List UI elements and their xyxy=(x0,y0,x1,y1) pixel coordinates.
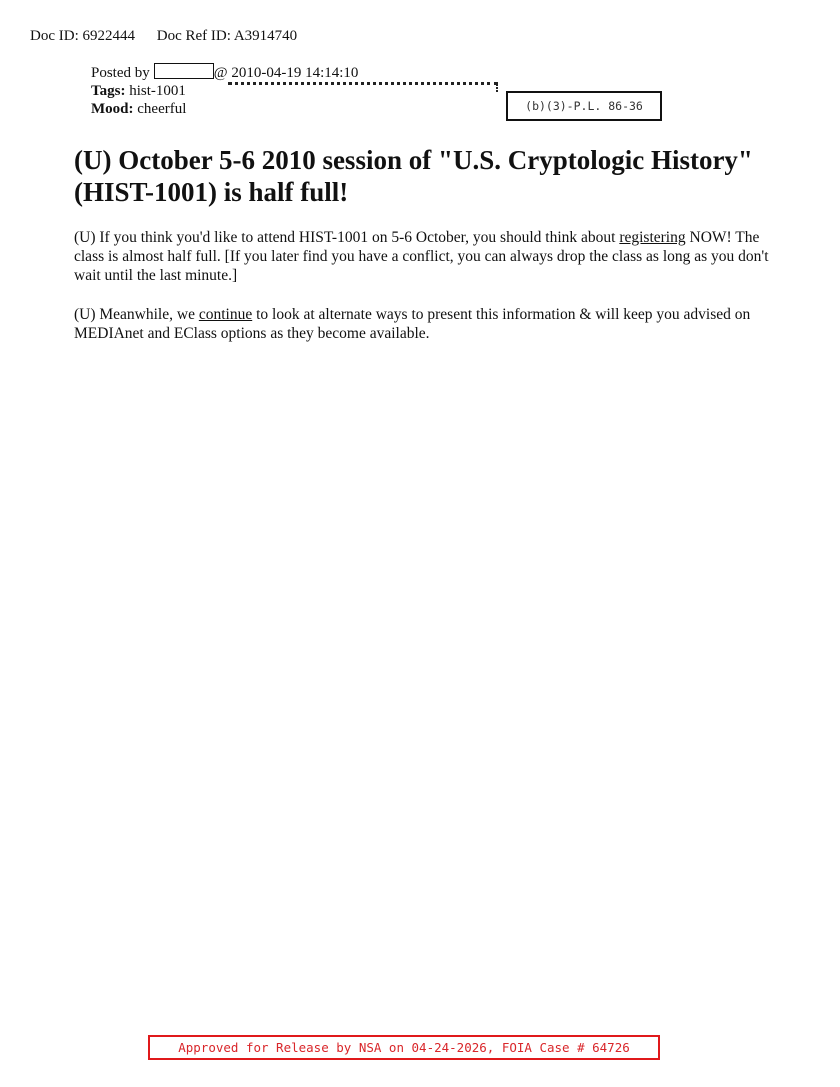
posted-by-label: Posted by xyxy=(91,65,150,81)
tags-value[interactable]: hist-1001 xyxy=(125,83,186,99)
mood-line xyxy=(91,100,186,118)
mood-label: Mood: xyxy=(91,101,134,117)
post-paragraph-1 xyxy=(74,228,780,285)
continue-link[interactable]: continue xyxy=(198,306,253,323)
post-title: (U) October 5-6 2010 session of "U.S. Cryptologic History" (HIST-1001) is half full! xyxy=(74,145,753,207)
tags-label: Tags: xyxy=(91,83,126,99)
release-stamp: Approved for Release by NSA on 04-24-2026, FOIA Case # 64726 xyxy=(148,1035,660,1060)
posted-timestamp: @ 2010-04-19 14:14:10 xyxy=(213,65,359,81)
p2-text-after: to look at alternate ways to present this information & will keep you advised on MEDIAnet and EClass options as they become available. xyxy=(74,306,751,342)
doc-id: Doc ID: 6922444 xyxy=(30,28,135,44)
p1-text-after: NOW! The class is almost half full. [If you later find you have a conflict, you can always drop the class as long as you don't wait until the last minute.] xyxy=(74,229,769,284)
mood-value: cheerful xyxy=(133,101,187,117)
post-paragraph-2 xyxy=(74,305,780,343)
exemption-stamp: (b)(3)-P.L. 86-36 xyxy=(506,91,662,121)
p1-text-before: (U) If you think you'd like to attend HIST-1001 on 5-6 October, you should think about xyxy=(74,229,620,246)
redaction-box xyxy=(154,63,214,79)
p2-text-before: (U) Meanwhile, we xyxy=(74,306,199,323)
posted-by-line xyxy=(91,63,358,82)
redaction-leader-drop xyxy=(496,84,498,92)
tags-line xyxy=(91,82,186,100)
registering-link[interactable]: registering xyxy=(619,229,686,246)
document-header xyxy=(30,28,297,45)
redaction-leader-line xyxy=(228,82,498,85)
doc-ref-id: Doc Ref ID: A3914740 xyxy=(156,28,298,44)
